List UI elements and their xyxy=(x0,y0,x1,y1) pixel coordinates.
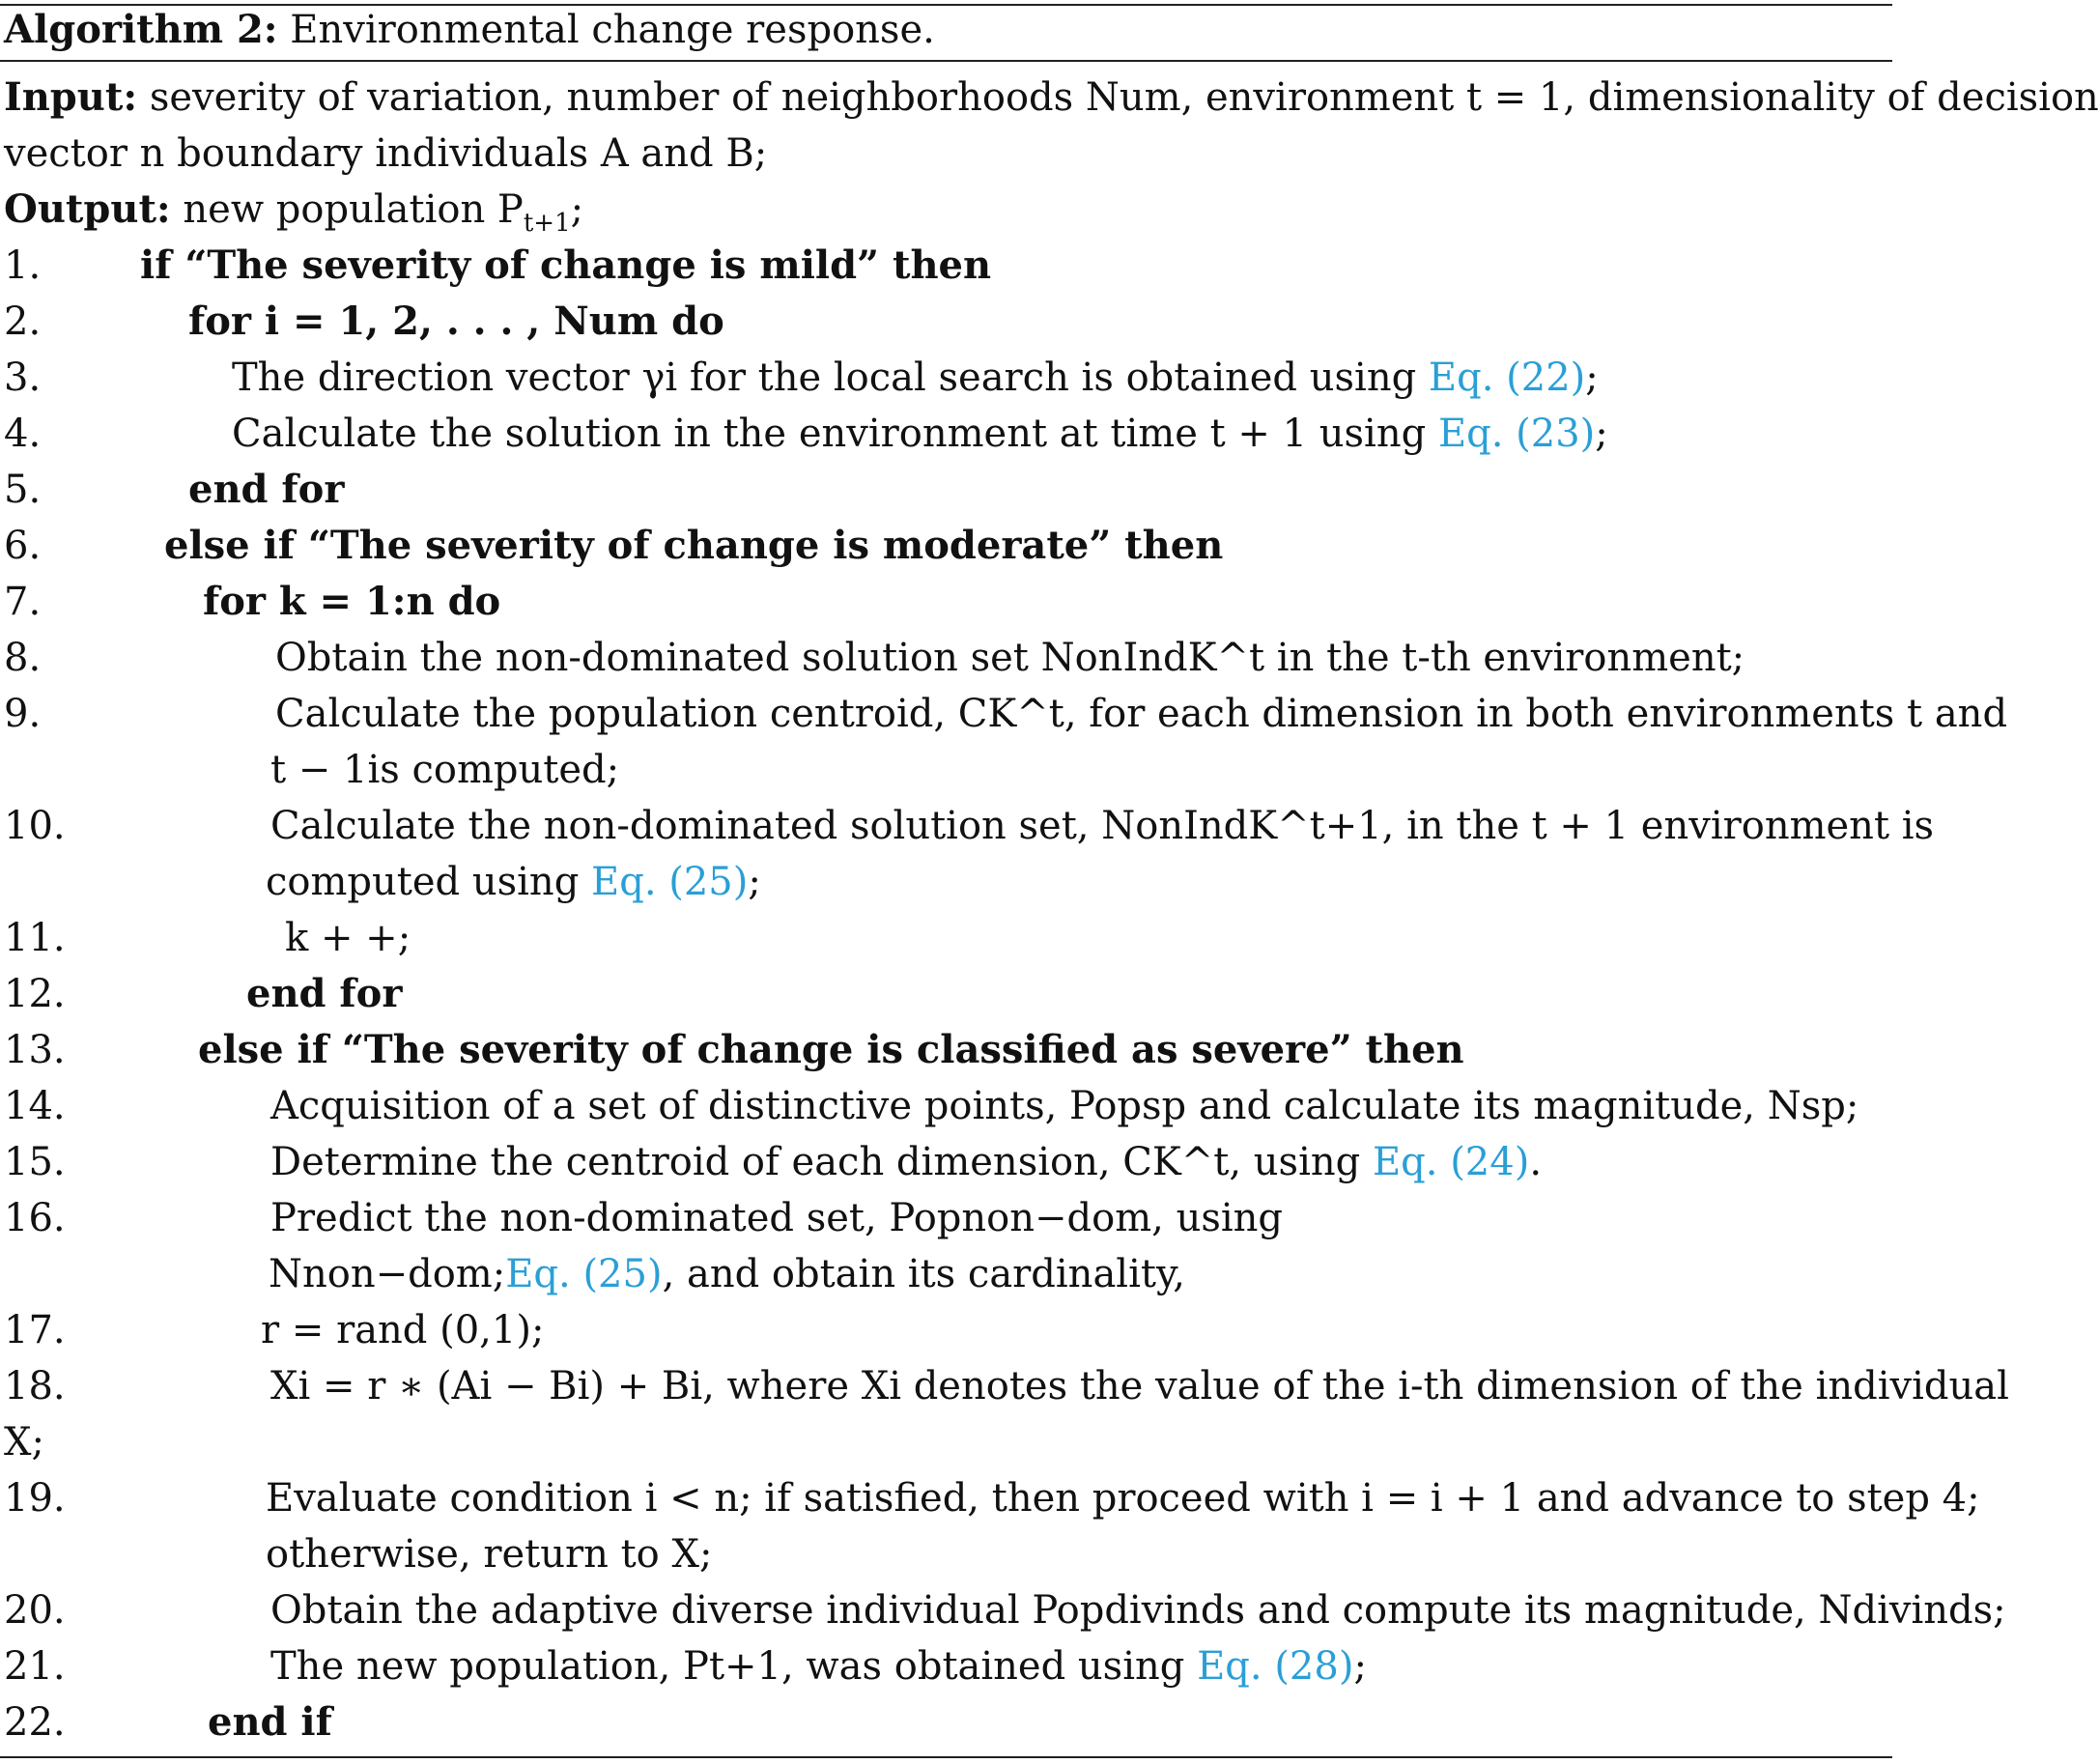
step-text xyxy=(188,298,724,346)
equation-link[interactable]: Eq. (24) xyxy=(1372,1140,1530,1184)
step-main-text: end for xyxy=(246,971,403,1016)
step-main-text: k + +; xyxy=(285,916,411,960)
step-continuation xyxy=(269,1250,1185,1298)
step-number: 5. xyxy=(4,468,42,512)
step-end: ; xyxy=(748,860,761,904)
algorithm-caption xyxy=(4,6,935,54)
step-text xyxy=(208,1698,332,1747)
step-main-text: Calculate the solution in the environment at time t + 1 using xyxy=(232,412,1438,456)
step-number: 4. xyxy=(4,412,42,456)
step-number: 14. xyxy=(4,1084,66,1128)
input-line-1 xyxy=(4,73,2099,122)
step-text xyxy=(164,522,1223,570)
step-continuation-text: computed using xyxy=(266,860,592,904)
step-number: 6. xyxy=(4,524,42,568)
step-number: 22. xyxy=(4,1700,66,1745)
step-continuation-text: otherwise, return to X; xyxy=(266,1532,713,1577)
input-text-2: vector n boundary individuals A and B; xyxy=(4,131,768,176)
output-label: Output: xyxy=(4,186,171,232)
algorithm-label: Algorithm 2: xyxy=(4,7,278,52)
step-number: 3. xyxy=(4,356,42,400)
step-end: ; xyxy=(1585,356,1599,400)
algorithm-title: Environmental change response. xyxy=(290,8,935,52)
step-text xyxy=(198,1026,1464,1074)
output-text: new population P xyxy=(183,187,524,232)
step-end: , and obtain its cardinality, xyxy=(662,1252,1185,1296)
output-end: ; xyxy=(570,187,584,232)
step-main-text: Determine the centroid of each dimension, CK^t, using xyxy=(270,1140,1373,1184)
step-number: 10. xyxy=(4,804,66,848)
step-number: 8. xyxy=(4,636,42,680)
step-main-text: end if xyxy=(208,1699,332,1745)
step-continuation xyxy=(4,1418,44,1466)
step-text xyxy=(246,970,402,1018)
input-line-2 xyxy=(4,129,767,178)
step-text xyxy=(261,1306,544,1354)
step-number: 12. xyxy=(4,972,66,1016)
step-main-text: Obtain the adaptive diverse individual Popdivinds and compute its magnitude, Ndivinds; xyxy=(270,1588,2006,1633)
step-end: ; xyxy=(1595,412,1608,456)
step-number: 13. xyxy=(4,1028,66,1072)
step-continuation-text: t − 1is computed; xyxy=(270,748,620,792)
step-main-text: Acquisition of a set of distinctive points, Popsp and calculate its magnitude, Nsp; xyxy=(270,1084,1859,1128)
step-text xyxy=(203,578,500,626)
step-main-text: The direction vector γi for the local search is obtained using xyxy=(232,356,1429,400)
step-number: 11. xyxy=(4,916,66,960)
step-main-text: Obtain the non-dominated solution set NonIndK^t in the t-th environment; xyxy=(275,636,1745,680)
equation-link[interactable]: Eq. (25) xyxy=(505,1252,663,1296)
output-line xyxy=(4,185,584,238)
step-continuation xyxy=(266,858,761,906)
step-continuation xyxy=(266,1530,712,1579)
step-number: 19. xyxy=(4,1476,66,1521)
equation-link[interactable]: Eq. (22) xyxy=(1428,356,1586,400)
step-number: 9. xyxy=(4,692,42,736)
step-main-text: Calculate the non-dominated solution set, NonIndK^t+1, in the t + 1 environment is xyxy=(270,804,1935,848)
step-number: 20. xyxy=(4,1588,66,1633)
step-continuation-text: X; xyxy=(4,1420,44,1465)
step-number: 2. xyxy=(4,299,42,344)
step-text xyxy=(270,1362,2009,1410)
output-sub: t+1 xyxy=(523,209,571,238)
step-text xyxy=(275,690,2007,738)
step-main-text: else if “The severity of change is moderate” then xyxy=(164,523,1224,568)
step-text xyxy=(266,1474,1980,1522)
step-main-text: end for xyxy=(188,467,345,512)
caption-rule xyxy=(0,60,1892,62)
step-end: ; xyxy=(1353,1644,1367,1689)
equation-link[interactable]: Eq. (23) xyxy=(1437,412,1596,456)
step-main-text: Xi = r ∗ (Ai − Bi) + Bi, where Xi denotes the value of the i-th dimension of the individual xyxy=(270,1364,2009,1408)
step-main-text: for i = 1, 2, . . . , Num do xyxy=(188,299,724,344)
step-text xyxy=(140,242,991,290)
step-number: 1. xyxy=(4,243,42,288)
step-text xyxy=(188,466,344,514)
step-main-text: else if “The severity of change is classified as severe” then xyxy=(198,1027,1464,1072)
equation-link[interactable]: Eq. (28) xyxy=(1197,1644,1354,1689)
step-text xyxy=(232,410,1608,458)
step-text xyxy=(270,1586,2006,1635)
step-text xyxy=(270,1642,1367,1691)
step-number: 18. xyxy=(4,1364,66,1408)
step-text xyxy=(270,802,1934,850)
step-main-text: Predict the non-dominated set, Popnon−dom, using xyxy=(270,1196,1284,1240)
step-number: 21. xyxy=(4,1644,66,1689)
step-number: 16. xyxy=(4,1196,66,1240)
equation-link[interactable]: Eq. (25) xyxy=(591,860,749,904)
step-main-text: Evaluate condition i < n; if satisfied, then proceed with i = i + 1 and advance to step 4; xyxy=(266,1476,1980,1521)
step-text xyxy=(232,354,1599,402)
step-text xyxy=(275,634,1744,682)
step-continuation xyxy=(270,746,619,794)
step-continuation-text: Nnon−dom; xyxy=(269,1252,506,1296)
bottom-rule xyxy=(0,1756,1892,1758)
step-main-text: if “The severity of change is mild” then xyxy=(140,242,992,288)
input-label: Input: xyxy=(4,74,138,120)
step-text xyxy=(270,1138,1542,1186)
step-main-text: for k = 1:n do xyxy=(203,579,501,624)
step-text xyxy=(270,1082,1858,1130)
step-number: 17. xyxy=(4,1308,66,1352)
step-number: 7. xyxy=(4,580,42,624)
step-main-text: r = rand (0,1); xyxy=(261,1308,545,1352)
step-end: . xyxy=(1529,1140,1543,1184)
step-number: 15. xyxy=(4,1140,66,1184)
step-main-text: The new population, Pt+1, was obtained using xyxy=(270,1644,1198,1689)
input-text-1: severity of variation, number of neighborhoods Num, environment t = 1, dimensionality of decision xyxy=(149,75,2099,120)
step-main-text: Calculate the population centroid, CK^t, for each dimension in both environments t and xyxy=(275,692,2008,736)
step-text xyxy=(270,1194,1283,1242)
step-text xyxy=(285,914,411,962)
